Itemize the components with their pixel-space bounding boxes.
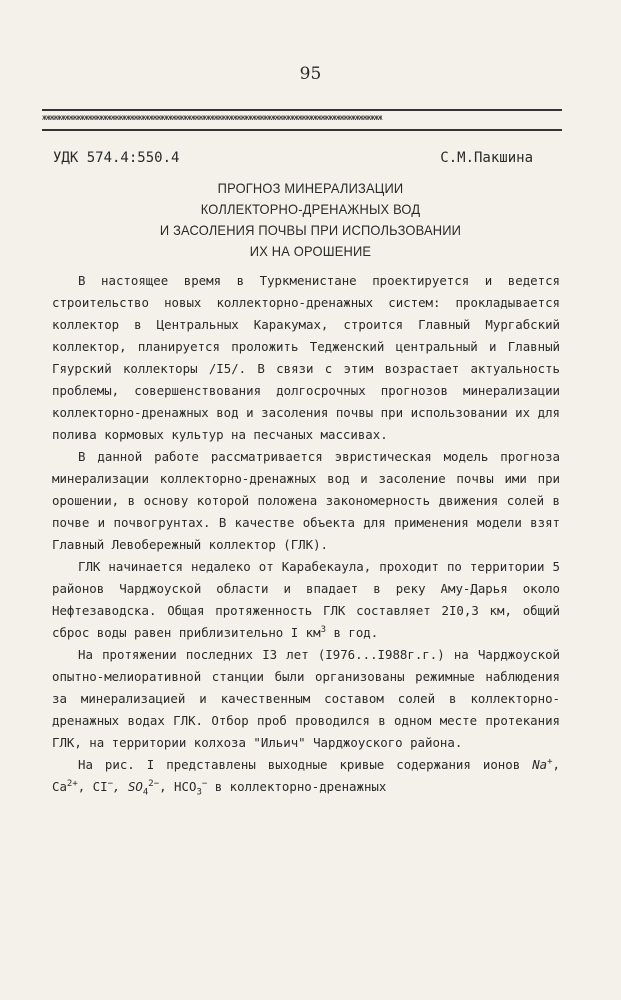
ion-na: Na [532, 757, 548, 772]
unit-superscript: 3 [320, 624, 326, 635]
ion-so4: , SO [113, 779, 143, 794]
article-title [0, 178, 621, 262]
paragraph-tail: в коллекторно-дренажных [207, 779, 387, 794]
ion-charge: − [201, 778, 208, 789]
paragraph-tail: в год. [325, 625, 379, 640]
article-body [52, 270, 560, 798]
paragraph [52, 754, 560, 798]
paragraph: В данной работе рассматривается эвристическая модель прогноза минерализации коллекторно-дренажных вод и засоление почвы ими при орошении, в основу которой положена закономерность движения солей в почве и почвогрунтах. В качестве объекта для применения модели взят Главный Левобережный коллектор (ГЛК). [52, 449, 560, 552]
ion-cl: , CI [77, 779, 108, 794]
bottom-rule [42, 129, 562, 131]
ion-index: 3 [196, 787, 202, 798]
ion-charge: − [107, 778, 114, 789]
article-header [53, 150, 533, 166]
ion-index: 4 [142, 787, 149, 798]
decorative-rule-pattern: жжжжжжжжжжжжжжжжжжжжжжжжжжжжжжжжжжжжжжжжжжжжжжжжжжжжжжжжжжжжжжжжжжжжжжжжжжжжжжжжжжжжжжжжж [42, 113, 382, 122]
ion-charge: + [547, 756, 553, 767]
author-name: С.М.Пакшина [440, 150, 533, 166]
paragraph-text: На рис. I представлены выходные кривые содержания ионов [78, 757, 521, 772]
title-line: ПРОГНОЗ МИНЕРАЛИЗАЦИИ [217, 180, 404, 196]
paragraph [52, 556, 560, 644]
top-rule [42, 109, 562, 111]
udk-code: УДК 574.4:550.4 [53, 150, 180, 166]
ion-ca: , Ca [52, 757, 560, 794]
ion-hco3: , HCO [159, 779, 197, 794]
paragraph: На протяжении последних I3 лет (I976...I988г.г.) на Чарджоуской опытно-мелиоративной станции были организованы режимные наблюдения за минерализацией и качественным составом солей в коллекторно-дренажных водах ГЛК. Отбор проб проводился в одном месте протекания ГЛК, на территории колхоза "Ильич" Чарджоуского района. [52, 647, 560, 750]
title-line: ИХ НА ОРОШЕНИЕ [249, 243, 372, 259]
page-number: 95 [299, 64, 322, 84]
ion-charge: 2+ [66, 778, 78, 789]
title-line: И ЗАСОЛЕНИЯ ПОЧВЫ ПРИ ИСПОЛЬЗОВАНИИ [159, 222, 462, 238]
paragraph-text: ГЛК начинается недалеко от Карабекаула, проходит по территории 5 районов Чарджоуской области и впадает в реку Аму-Дарья около Нефтезаводска. Общая протяженность ГЛК составляет 2I0,3 км, общий сброс воды равен приблизительно I км [52, 559, 560, 640]
title-line: КОЛЛЕКТОРНО-ДРЕНАЖНЫХ ВОД [200, 201, 421, 217]
ion-charge: 2− [148, 778, 160, 789]
paragraph: В настоящее время в Туркменистане проектируется и ведется строительство новых коллекторно-дренажных систем: прокладывается коллектор в Центральных Каракумах, строится Главный Мургабский коллектор, планируется проложить Тедженский центральный и Главный Гяурский коллекторы /I5/. В связи с этим возрастает актуальность проблемы, совершенствования долгосрочных прогнозов минерализации коллекторно-дренажных вод и засоления почвы при использовании их для полива кормовых культур на песчаных массивах. [52, 273, 560, 442]
